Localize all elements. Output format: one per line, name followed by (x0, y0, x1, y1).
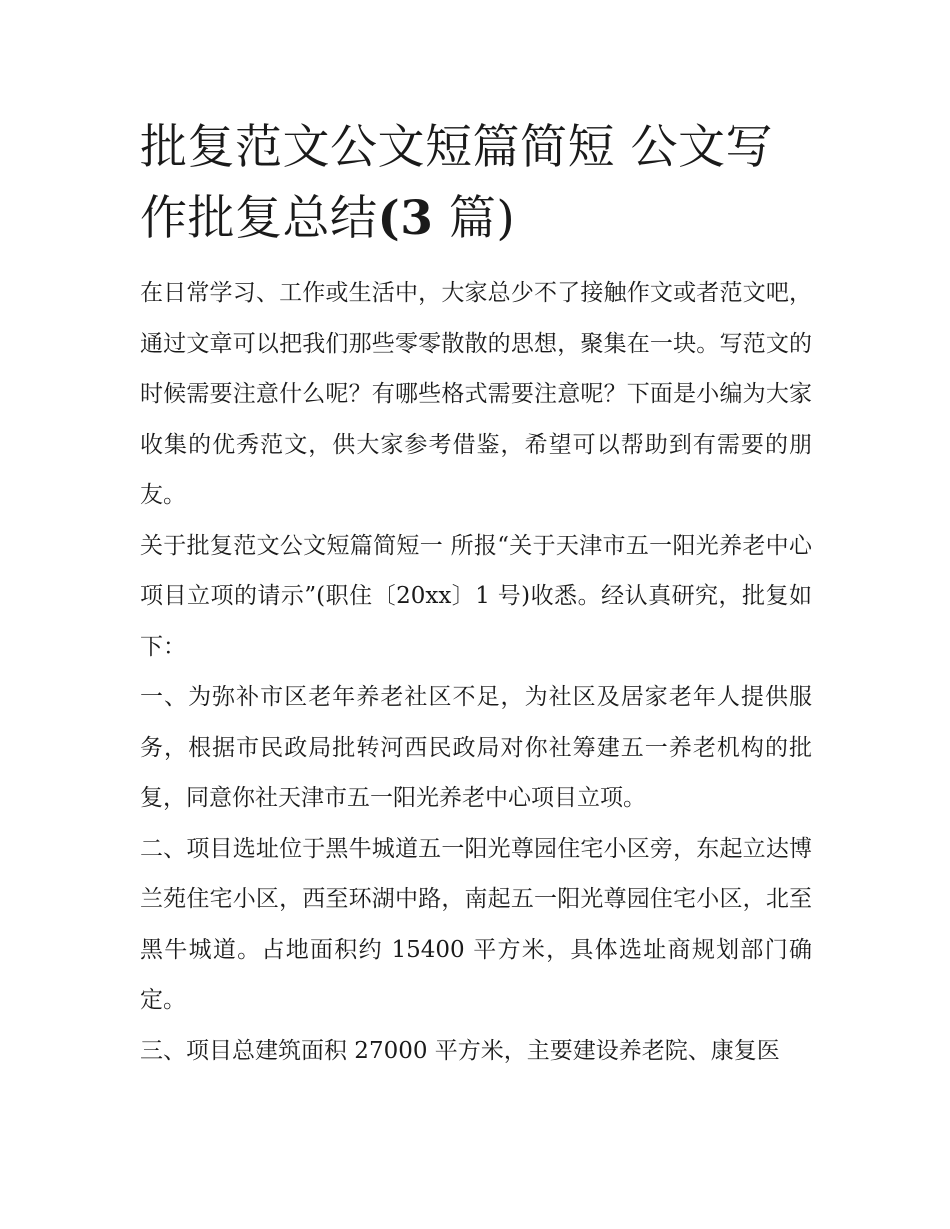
reply-opening-paragraph: 关于批复范文公文短篇简短一 所报“关于天津市五一阳光养老中心项目立项的请示”(职住〔20xx〕1 号)收悉。经认真研究，批复如下： (140, 532, 812, 660)
title-line-1: 批复范文公文短篇简短 公文写 (140, 120, 773, 175)
intro-paragraph: 在日常学习、工作或生活中，大家总少不了接触作文或者范文吧，通过文章可以把我们那些零零散散的思想，聚集在一块。写范文的时候需要注意什么呢？有哪些格式需要注意呢？下面是小编为大家收集的优秀范文，供大家参考借鉴，希望可以帮助到有需要的朋友。 (140, 280, 812, 508)
reply-item-3: 三、项目总建筑面积 27000 平方米，主要建设养老院、康复医 (140, 1037, 780, 1064)
title-line-2-suffix: 篇) (433, 191, 516, 246)
reply-item-1: 一、为弥补市区老年养老社区不足，为社区及居家老年人提供服务，根据市民政局批转河西民政局对你社筹建五一养老机构的批复，同意你社天津市五一阳光养老中心项目立项。 (140, 684, 812, 811)
document-title (140, 112, 812, 254)
reply-item-2: 二、项目选址位于黑牛城道五一阳光尊园住宅小区旁，东起立达博兰苑住宅小区，西至环湖中路，南起五一阳光尊园住宅小区，北至黑牛城道。占地面积约 15400 平方米，具体选址商规划部门确定。 (140, 835, 812, 1013)
title-line-2-count: (3 (377, 191, 434, 246)
document-page (140, 112, 812, 1076)
title-line-2-text: 作批复总结 (140, 191, 378, 246)
